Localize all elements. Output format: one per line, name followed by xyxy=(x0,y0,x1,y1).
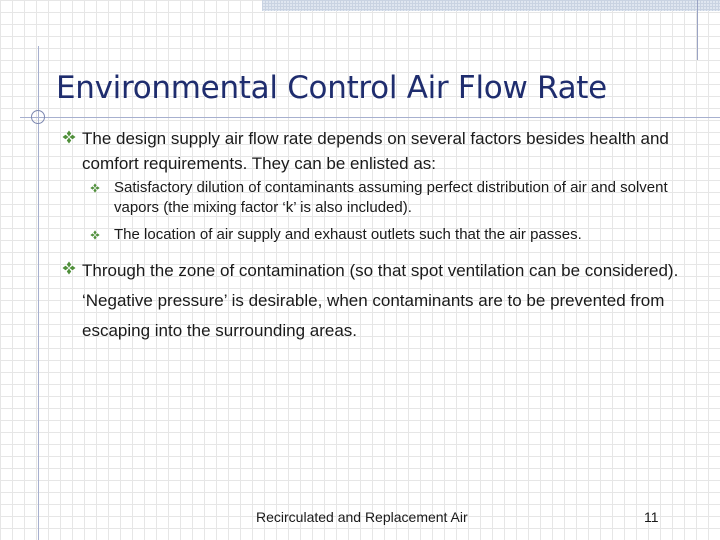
footer-title: Recirculated and Replacement Air xyxy=(256,509,468,525)
sub-bullet-2-text: The location of air supply and exhaust outlets such that the air passes. xyxy=(114,226,582,243)
title-underline xyxy=(20,117,720,118)
page-number: 11 xyxy=(644,509,659,525)
top-decorative-band xyxy=(262,0,720,11)
small-quad-diamond-bullet-icon xyxy=(90,230,100,240)
circle-ornament-icon xyxy=(31,110,45,124)
small-quad-diamond-bullet-icon xyxy=(90,183,100,193)
bullet-1-text: The design supply air flow rate depends on several factors besides health and comfort requirements. They can be enlisted as: xyxy=(82,129,669,173)
slide-title: Environmental Control Air Flow Rate xyxy=(56,70,607,106)
quad-diamond-bullet-icon xyxy=(62,130,76,144)
top-right-decorative-line xyxy=(697,0,698,60)
quad-diamond-bullet-icon xyxy=(62,261,76,275)
bullet-2-text: Through the zone of contamination (so that spot ventilation can be considered). ‘Negative pressure’ is desirable, when contaminants are to be prevented from escaping into the surrounding areas. xyxy=(82,261,679,340)
sub-bullet-1-text: Satisfactory dilution of contaminants assuming perfect distribution of air and solvent vapors (the mixing factor ‘k’ is also included). xyxy=(114,179,668,216)
